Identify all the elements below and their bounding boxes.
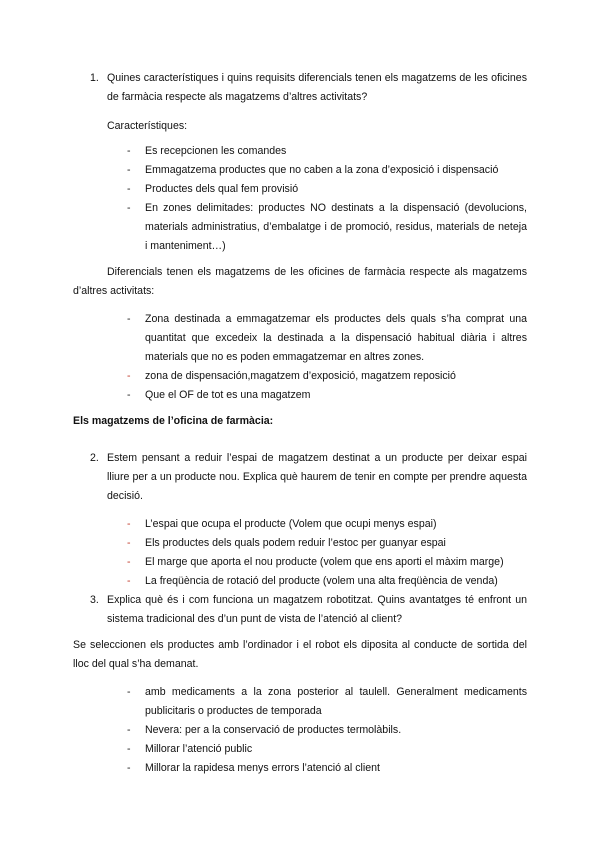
diferencials-intro: Diferencials tenen els magatzems de les oficines de farmàcia respecte als magatzems d’altres activitats: bbox=[73, 266, 527, 297]
section-heading: Els magatzems de l’oficina de farmàcia: bbox=[73, 415, 274, 427]
diferencial-item: Que el OF de tot es una magatzem bbox=[145, 389, 311, 401]
bullet-dash: - bbox=[127, 202, 131, 214]
diferencial-item: Zona destinada a emmagatzemar els productes dels quals s’ha comprat una quantitat que excedeix la destinada a la dispensació habitual diària i altres materials que no es poden emmagatzemar en altres zones. bbox=[145, 313, 527, 363]
bullet-dash: - bbox=[127, 556, 131, 568]
question-1-number: 1. bbox=[90, 72, 99, 84]
caracteristica-item: Emmagatzema productes que no caben a la zona d’exposició i dispensació bbox=[145, 164, 499, 176]
question-2-text: Estem pensant a reduir l’espai de magatzem destinat a un producte per deixar espai lliure per a un producte nou. Explica què haurem de tenir en compte per prendre aquesta decisió. bbox=[107, 452, 527, 502]
bullet-dash: - bbox=[127, 389, 131, 401]
q3-item: Millorar l’atenció public bbox=[145, 743, 253, 755]
question-3-text: Explica què és i com funciona un magatzem robotitzat. Quins avantatges té enfront un sistema tradicional des d’un punt de vista de l’atenció al client? bbox=[107, 594, 527, 625]
q3-item: amb medicaments a la zona posterior al taulell. Generalment medicaments publicitaris o productes de temporada bbox=[145, 686, 527, 717]
q3-answer: Se seleccionen els productes amb l’ordinador i el robot els diposita al conducte de sortida del lloc del qual s’ha demanat. bbox=[73, 639, 527, 670]
bullet-dash: - bbox=[127, 575, 131, 587]
bullet-dash: - bbox=[127, 743, 131, 755]
bullet-dash: - bbox=[127, 762, 131, 774]
q2-item: El marge que aporta el nou producte (volem que ens aporti el màxim marge) bbox=[145, 556, 504, 568]
diferencial-item: zona de dispensación,magatzem d’exposició, magatzem reposició bbox=[145, 370, 456, 382]
caracteristiques-label: Característiques: bbox=[107, 120, 188, 132]
bullet-dash: - bbox=[127, 518, 131, 530]
bullet-dash: - bbox=[127, 686, 131, 698]
q2-item: Els productes dels quals podem reduir l’estoc per guanyar espai bbox=[145, 537, 446, 549]
q2-item: La freqüència de rotació del producte (volem una alta freqüència de venda) bbox=[145, 575, 498, 587]
q3-item: Millorar la rapidesa menys errors l’atenció al client bbox=[145, 762, 380, 774]
question-1-text: Quines característiques i quins requisits diferencials tenen els magatzems de les oficines de farmàcia respecte als magatzems d’altres activitats? bbox=[107, 72, 527, 103]
caracteristica-item: En zones delimitades: productes NO destinats a la dispensació (devolucions, materials administratius, d’embalatge i de promoció, residus, materials de neteja i manteniment…) bbox=[145, 202, 527, 252]
bullet-dash: - bbox=[127, 183, 131, 195]
bullet-dash: - bbox=[127, 164, 131, 176]
bullet-dash: - bbox=[127, 370, 131, 382]
question-2-number: 2. bbox=[90, 452, 99, 464]
caracteristica-item: Productes dels qual fem provisió bbox=[145, 183, 299, 195]
bullet-dash: - bbox=[127, 313, 131, 325]
caracteristica-item: Es recepcionen les comandes bbox=[145, 145, 287, 157]
bullet-dash: - bbox=[127, 724, 131, 736]
bullet-dash: - bbox=[127, 145, 131, 157]
q2-item: L’espai que ocupa el producte (Volem que ocupi menys espai) bbox=[145, 518, 437, 530]
q3-item: Nevera: per a la conservació de productes termolàbils. bbox=[145, 724, 402, 736]
bullet-dash: - bbox=[127, 537, 131, 549]
question-3-number: 3. bbox=[90, 594, 99, 606]
